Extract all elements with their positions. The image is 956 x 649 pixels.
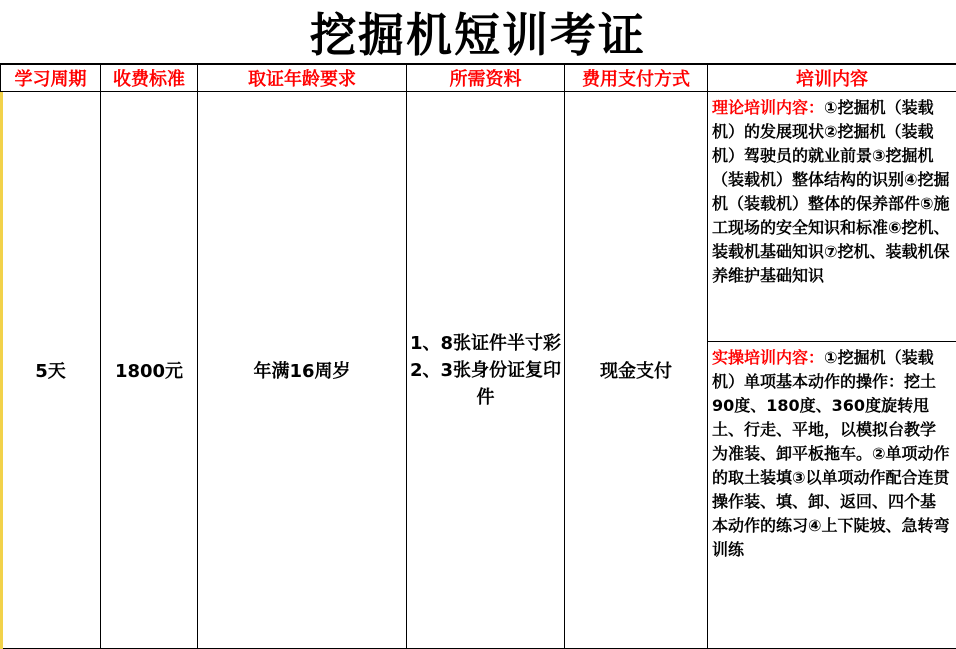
practice-text: ①挖掘机（装载机）单项基本动作的操作：挖土90度、180度、360度旋转甩土、行走、平地，以模拟台教学为准装、卸平板拖车。②单项动作的取土装填③以单项动作配合连贯操作装、填、卸、返回、四个基本动作的练习④上下陡坡、急转弯训练	[712, 348, 950, 559]
left-edge-marker	[0, 92, 3, 649]
materials-item: 1、8张证件半寸彩	[409, 332, 562, 354]
age-cell: 年满16周岁	[198, 92, 407, 649]
fee-cell: 1800元	[101, 92, 198, 649]
practice-block	[708, 342, 956, 566]
header-row	[1, 65, 956, 92]
period-cell: 5天	[1, 92, 101, 649]
page-title: 挖掘机短训考证	[310, 7, 646, 62]
header-content: 培训内容	[708, 65, 956, 92]
header-payment: 费用支付方式	[565, 65, 708, 92]
theory-label: 理论培训内容：	[712, 98, 825, 117]
table-row	[1, 92, 956, 649]
materials-cell	[407, 92, 565, 649]
title-bar	[0, 0, 956, 64]
theory-text: ①挖掘机（装载机）的发展现状②挖掘机（装载机）驾驶员的就业前景③挖掘机（装载机）整体结构的识别④挖掘机（装载机）整体的保养部件⑤施工现场的安全知识和标准⑥挖机、装载机基础知识⑦挖机、装载机保养维护基础知识	[712, 98, 950, 285]
practice-label: 实操培训内容：	[712, 348, 825, 367]
header-period: 学习周期	[1, 65, 101, 92]
materials-item: 2、3张身份证复印件	[409, 359, 562, 408]
header-materials: 所需资料	[407, 65, 565, 92]
header-fee: 收费标准	[101, 65, 198, 92]
theory-block	[708, 92, 956, 342]
training-table	[0, 64, 956, 649]
payment-cell: 现金支付	[565, 92, 708, 649]
header-age: 取证年龄要求	[198, 65, 407, 92]
content-cell	[708, 92, 956, 649]
